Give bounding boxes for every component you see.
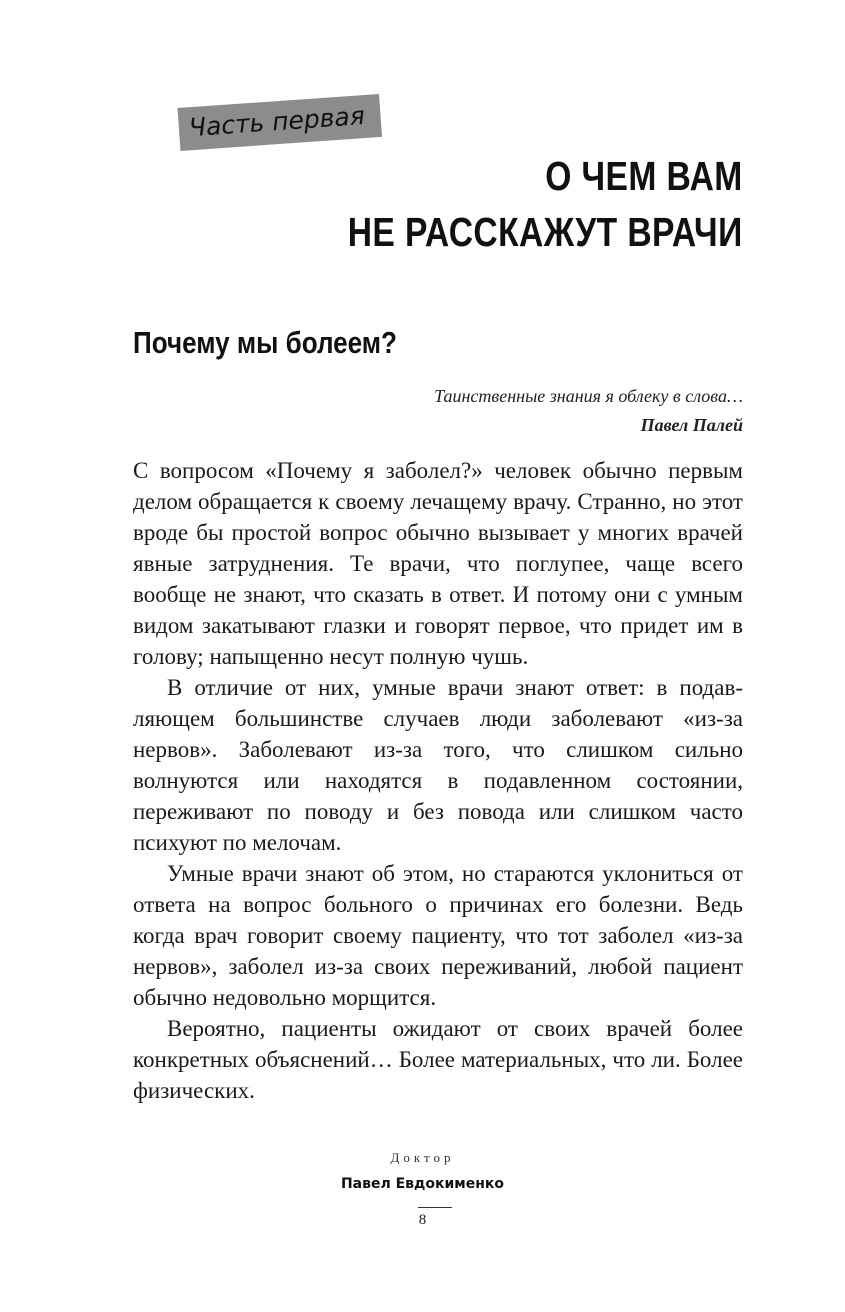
body-text	[133, 455, 743, 1106]
page-number: 8	[418, 1212, 427, 1228]
part-title-line-1: О ЧЕМ ВАМ	[545, 153, 743, 199]
chapter-title: Почему мы болеем?	[133, 325, 397, 360]
epigraph-author: Павел Палей	[640, 415, 743, 435]
part-title	[348, 148, 743, 260]
paragraph: Умные врачи знают об этом, но стараются уклониться от ответа на вопрос больного о причинах его болезни. Ведь когда врач говорит своему пациенту, что тот заболел «из-за нервов», заболел из-за своих переживаний, любой пациент обычно недовольно морщится.	[133, 861, 743, 1010]
paragraph: С вопросом «Почему я заболел?» человек обычно первым делом обращается к своему лечащему врачу. Странно, но этот вроде бы простой вопрос обычно вызывает у многих врачей явные затруднения. Те врачи, что поглупее, чаще всего вообще не знают, что сказать в ответ. И потому они с умным видом закатывают глазки и говорят первое, что придет им в голову; напыщенно несут полную чушь.	[133, 458, 743, 669]
footer-author-name: Павел Евдокименко	[340, 1176, 505, 1192]
paragraph: В отличие от них, умные врачи знают ответ: в подавляющем большинстве случаев люди заболевают «из-за нервов». Заболевают из-за того, что слишком сильно волнуются или находятся в подавленном состоянии, переживают по поводу и без повода или слишком часто психуют по мелочам.	[133, 675, 743, 855]
footer-divider	[418, 1207, 452, 1208]
part-title-line-2: НЕ РАССКАЖУТ ВРАЧИ	[348, 209, 743, 255]
epigraph-quote: Таинственные знания я облеку в слова…	[434, 386, 743, 406]
paragraph: Вероятно, пациенты ожидают от своих врачей более конкретных объяснений… Более материальных, что ли. Более физических.	[133, 1016, 743, 1103]
epigraph	[434, 382, 743, 440]
part-label: Часть первая	[178, 94, 383, 151]
footer-label: Доктор	[390, 1150, 455, 1165]
